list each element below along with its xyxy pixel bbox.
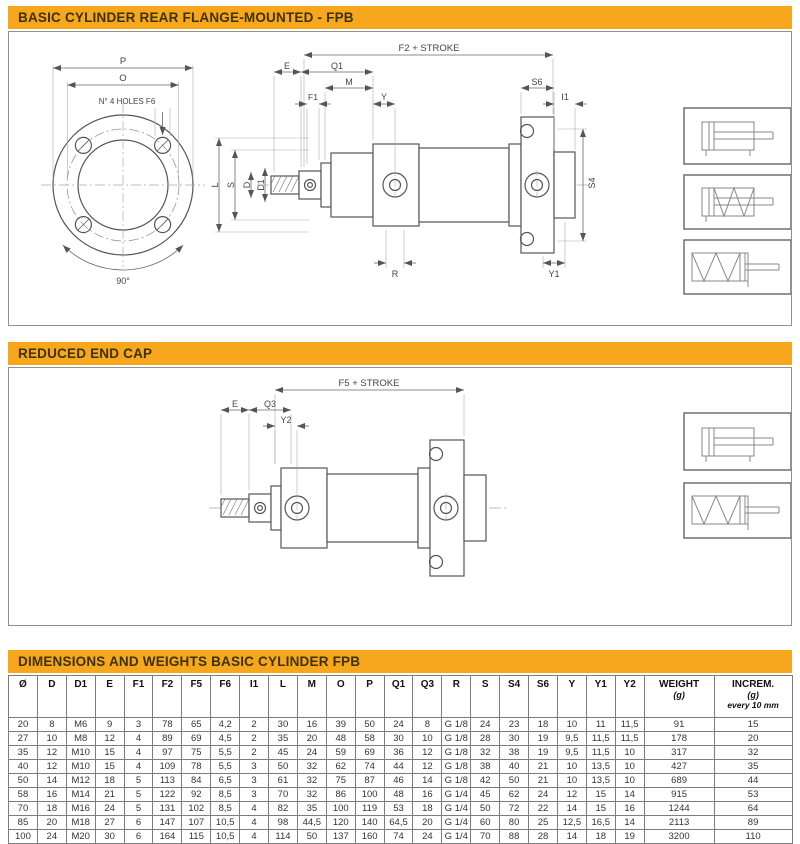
dimension-cell: M20 <box>66 830 95 844</box>
double-acting-cylinder-icon-2 <box>702 428 773 462</box>
dimension-cell: 45 <box>269 746 298 760</box>
dimension-cell: 11 <box>586 718 615 732</box>
column-header: D1 <box>66 676 95 718</box>
column-header: I1 <box>240 676 269 718</box>
column-header: E <box>95 676 124 718</box>
dimension-cell: 60 <box>471 816 500 830</box>
dimension-cell: 19 <box>529 732 558 746</box>
weight-cell: 427 <box>644 760 714 774</box>
table-row <box>9 788 793 802</box>
dimension-cell: 102 <box>182 802 211 816</box>
column-header: Y2 <box>615 676 644 718</box>
dimension-cell: 6 <box>124 816 153 830</box>
dimension-cell: 8 <box>37 718 66 732</box>
holes-note-label: N° 4 HOLES F6 <box>98 97 156 106</box>
column-header: Ø <box>9 676 38 718</box>
dimension-cell: 10,5 <box>211 830 240 844</box>
dimension-cell: 14 <box>615 788 644 802</box>
dimension-cell: 2 <box>240 718 269 732</box>
dimension-cell: 40 <box>9 760 38 774</box>
column-header: S <box>471 676 500 718</box>
column-header: M <box>297 676 326 718</box>
dimension-cell: 32 <box>297 774 326 788</box>
dimension-cell: 10 <box>615 746 644 760</box>
dimension-cell: M18 <box>66 816 95 830</box>
dimension-cell: 38 <box>500 746 529 760</box>
dimension-cell: 16 <box>615 802 644 816</box>
dimension-cell: 140 <box>355 816 384 830</box>
dimension-cell: G 1/8 <box>442 760 471 774</box>
dimension-cell: M8 <box>66 732 95 746</box>
dimension-cell: 12 <box>413 760 442 774</box>
dim-label-R: R <box>391 269 399 279</box>
dimension-cell: 15 <box>95 760 124 774</box>
dimension-cell: M10 <box>66 746 95 760</box>
column-header: F1 <box>124 676 153 718</box>
dimension-cell: 4 <box>240 802 269 816</box>
dimension-cell: 10,5 <box>211 816 240 830</box>
dimension-cell: 78 <box>182 760 211 774</box>
weight-cell: 1244 <box>644 802 714 816</box>
dimension-cell: 86 <box>326 788 355 802</box>
increment-cell: 89 <box>714 816 792 830</box>
dimension-cell: 9,5 <box>557 746 586 760</box>
dimension-cell: 20 <box>413 816 442 830</box>
dimension-cell: 42 <box>471 774 500 788</box>
dimension-cell: 78 <box>153 718 182 732</box>
dimension-cell: 88 <box>500 830 529 844</box>
dimension-cell: 16 <box>297 718 326 732</box>
dimension-cell: 50 <box>355 718 384 732</box>
dimension-cell: 4 <box>124 732 153 746</box>
increment-cell: 32 <box>714 746 792 760</box>
dimension-cell: 62 <box>326 760 355 774</box>
dimension-cell: G 1/8 <box>442 718 471 732</box>
dimension-cell: 11,5 <box>586 746 615 760</box>
dimension-cell: G 1/4 <box>442 788 471 802</box>
dimension-cell: 70 <box>9 802 38 816</box>
dimension-cell: 28 <box>471 732 500 746</box>
dimension-cell: 11,5 <box>615 718 644 732</box>
increment-cell: 15 <box>714 718 792 732</box>
table-header-row <box>9 676 793 718</box>
dimension-cell: 50 <box>9 774 38 788</box>
dimension-cell: 48 <box>326 732 355 746</box>
dim-label-L: L <box>210 182 220 188</box>
increment-cell: 44 <box>714 774 792 788</box>
spring-front-cylinder-icon-2 <box>692 496 779 530</box>
dimension-cell: 98 <box>269 816 298 830</box>
dimension-cell: 65 <box>182 718 211 732</box>
dimension-cell: 12,5 <box>557 816 586 830</box>
dimension-cell: 18 <box>529 718 558 732</box>
dimension-cell: 32 <box>297 788 326 802</box>
dimension-cell: G 1/8 <box>442 746 471 760</box>
dimension-cell: 18 <box>586 830 615 844</box>
dimension-cell: 15 <box>586 802 615 816</box>
section2-title-bar <box>8 342 792 365</box>
column-header: S4 <box>500 676 529 718</box>
dim-label-F1: F1 <box>308 92 318 102</box>
dimension-cell: G 1/4 <box>442 802 471 816</box>
dim-label-90deg: 90° <box>116 276 130 286</box>
weight-cell: 3200 <box>644 830 714 844</box>
dimension-cell: 28 <box>529 830 558 844</box>
table-row <box>9 746 793 760</box>
dimension-cell: 85 <box>9 816 38 830</box>
dimension-cell: 3 <box>240 788 269 802</box>
dimension-cell: 53 <box>384 802 413 816</box>
dimension-cell: 14 <box>413 774 442 788</box>
dimension-cell: 30 <box>500 732 529 746</box>
dimension-cell: 4 <box>124 760 153 774</box>
dimension-cell: 100 <box>355 788 384 802</box>
column-header-weight: WEIGHT (g) <box>644 676 714 718</box>
dimension-cell: 8,5 <box>211 802 240 816</box>
dimension-cell: 24 <box>37 830 66 844</box>
column-header: Q1 <box>384 676 413 718</box>
dimension-cell: 13,5 <box>586 774 615 788</box>
section1-title-bar <box>8 6 792 29</box>
dimension-cell: 2 <box>240 732 269 746</box>
dimension-cell: 160 <box>355 830 384 844</box>
dim-label-I1: I1 <box>561 92 569 102</box>
symbol-box-3 <box>684 240 791 294</box>
dimension-cell: 97 <box>153 746 182 760</box>
dimension-cell: 44,5 <box>297 816 326 830</box>
dimension-cell: 137 <box>326 830 355 844</box>
dimension-cell: 10 <box>557 774 586 788</box>
dimension-cell: 4 <box>240 830 269 844</box>
reduced-end-cap-drawing <box>9 368 791 620</box>
section2-title: REDUCED END CAP <box>18 346 153 361</box>
dimension-cell: 69 <box>182 732 211 746</box>
dim-label-Y: Y <box>380 92 388 102</box>
column-header: F6 <box>211 676 240 718</box>
dimension-cell: 61 <box>269 774 298 788</box>
dimension-cell: G 1/8 <box>442 732 471 746</box>
increment-cell: 20 <box>714 732 792 746</box>
weight-cell: 689 <box>644 774 714 788</box>
dimension-cell: 10 <box>615 774 644 788</box>
flange-front-view <box>41 103 205 267</box>
dimension-cell: 45 <box>471 788 500 802</box>
dimension-cell: 58 <box>355 732 384 746</box>
dimension-cell: 4 <box>240 816 269 830</box>
dimension-cell: 27 <box>9 732 38 746</box>
dimension-cell: 40 <box>500 760 529 774</box>
dimension-cell: 75 <box>326 774 355 788</box>
symbol-box-1 <box>684 108 791 164</box>
flange-dimensions <box>53 65 193 270</box>
dimension-cell: 5 <box>124 774 153 788</box>
dimension-cell: 10 <box>615 760 644 774</box>
dim-label-Q3: Q3 <box>263 399 277 409</box>
dimension-cell: 16,5 <box>586 816 615 830</box>
weight-cell: 915 <box>644 788 714 802</box>
dimension-cell: 48 <box>384 788 413 802</box>
dim-label-S6: S6 <box>531 77 543 87</box>
dimension-cell: 35 <box>9 746 38 760</box>
dimension-cell: M12 <box>66 774 95 788</box>
dimension-cell: 11,5 <box>586 732 615 746</box>
reduced-cap-side-view <box>209 440 509 576</box>
column-header-increment: INCREM. (g) every 10 mm <box>714 676 792 718</box>
dimension-cell: 24 <box>471 718 500 732</box>
dimension-cell: 14 <box>557 802 586 816</box>
dimension-cell: 100 <box>9 830 38 844</box>
dimension-cell: M16 <box>66 802 95 816</box>
dimension-cell: 147 <box>153 816 182 830</box>
dimension-cell: 74 <box>355 760 384 774</box>
dimension-cell: 9,5 <box>557 732 586 746</box>
section3-title-bar <box>8 650 792 673</box>
dimension-cell: 84 <box>182 774 211 788</box>
dimension-cell: 21 <box>529 774 558 788</box>
dimension-cell: 30 <box>384 732 413 746</box>
dimension-cell: 4,5 <box>211 732 240 746</box>
dimension-cell: 74 <box>384 830 413 844</box>
dimension-cell: 16 <box>413 788 442 802</box>
dimension-cell: 30 <box>95 830 124 844</box>
section3-title: DIMENSIONS AND WEIGHTS BASIC CYLINDER FPB <box>18 654 361 669</box>
dimension-cell: M14 <box>66 788 95 802</box>
dimension-cell: 6,5 <box>211 774 240 788</box>
table-row <box>9 718 793 732</box>
dimension-cell: 164 <box>153 830 182 844</box>
dimension-cell: 3 <box>124 718 153 732</box>
column-header: F2 <box>153 676 182 718</box>
column-header: S6 <box>529 676 558 718</box>
section2-drawing-panel <box>8 367 792 626</box>
column-header: Q3 <box>413 676 442 718</box>
dimension-cell: 70 <box>269 788 298 802</box>
table-row <box>9 732 793 746</box>
dimension-cell: 4,2 <box>211 718 240 732</box>
weight-cell: 178 <box>644 732 714 746</box>
dimension-cell: 18 <box>413 802 442 816</box>
dimension-cell: 70 <box>471 830 500 844</box>
dimension-cell: 27 <box>95 816 124 830</box>
double-acting-cylinder-icon <box>702 122 773 156</box>
dimension-cell: 59 <box>326 746 355 760</box>
dimension-cell: 12 <box>557 788 586 802</box>
column-header: L <box>269 676 298 718</box>
dimension-cell: 109 <box>153 760 182 774</box>
dimension-cell: 107 <box>182 816 211 830</box>
dimension-cell: 19 <box>615 830 644 844</box>
dimension-cell: 19 <box>529 746 558 760</box>
dimension-cell: 25 <box>529 816 558 830</box>
column-header: Y <box>557 676 586 718</box>
dim-label-D1: D1 <box>256 179 266 191</box>
dimension-cell: 113 <box>153 774 182 788</box>
dimension-cell: 50 <box>269 760 298 774</box>
increment-cell: 64 <box>714 802 792 816</box>
dimension-cell: 8 <box>413 718 442 732</box>
column-header: F5 <box>182 676 211 718</box>
dimension-cell: 20 <box>9 718 38 732</box>
dimension-cell: 24 <box>413 830 442 844</box>
dim-label-D: D <box>242 181 252 189</box>
dimension-cell: 64,5 <box>384 816 413 830</box>
dimension-cell: 12 <box>413 746 442 760</box>
dimension-cell: M10 <box>66 760 95 774</box>
table-row <box>9 816 793 830</box>
dimension-cell: 30 <box>269 718 298 732</box>
dimension-cell: 2 <box>240 746 269 760</box>
dimension-cell: 24 <box>384 718 413 732</box>
dimension-cell: 24 <box>95 802 124 816</box>
dimension-cell: 50 <box>471 802 500 816</box>
dimension-cell: 32 <box>297 760 326 774</box>
dimension-cell: 11,5 <box>615 732 644 746</box>
dimension-cell: 72 <box>500 802 529 816</box>
dimension-cell: 16 <box>37 788 66 802</box>
dimension-cell: G 1/8 <box>442 774 471 788</box>
dimension-cell: 5,5 <box>211 746 240 760</box>
dimension-cell: 24 <box>529 788 558 802</box>
spring-return-cylinder-icon <box>702 188 773 222</box>
dim-label-E2: E <box>231 399 239 409</box>
dimension-cell: G 1/4 <box>442 830 471 844</box>
dim-label-Y2: Y2 <box>280 415 292 425</box>
increment-cell: 35 <box>714 760 792 774</box>
dimension-cell: 5,5 <box>211 760 240 774</box>
dimension-cell: 20 <box>297 732 326 746</box>
dimension-cell: 100 <box>326 802 355 816</box>
dim-label-M: M <box>345 77 353 87</box>
dimension-cell: 9 <box>95 718 124 732</box>
dimension-cell: G 1/4 <box>442 816 471 830</box>
table-row <box>9 830 793 844</box>
dimension-cell: 122 <box>153 788 182 802</box>
dimension-cell: 50 <box>500 774 529 788</box>
dimension-cell: 12 <box>37 746 66 760</box>
symbol-box-4 <box>684 413 791 470</box>
dimension-cell: 6 <box>124 830 153 844</box>
dimension-cell: 23 <box>500 718 529 732</box>
column-header: R <box>442 676 471 718</box>
dim-label-Y1: Y1 <box>548 269 560 279</box>
dimension-cell: 10 <box>557 718 586 732</box>
increment-cell: 53 <box>714 788 792 802</box>
dimension-cell: 120 <box>326 816 355 830</box>
column-header: O <box>326 676 355 718</box>
flange-mounted-cylinder-drawing <box>9 32 791 320</box>
dimension-cell: 92 <box>182 788 211 802</box>
dimension-cell: 32 <box>471 746 500 760</box>
dimension-cell: 15 <box>95 746 124 760</box>
dimension-cell: 18 <box>37 802 66 816</box>
table-row <box>9 802 793 816</box>
dim-label-E: E <box>283 61 291 71</box>
column-header: D <box>37 676 66 718</box>
dimension-cell: M6 <box>66 718 95 732</box>
dimension-cell: 4 <box>124 746 153 760</box>
dimension-cell: 14 <box>615 816 644 830</box>
dimension-cell: 62 <box>500 788 529 802</box>
dimension-cell: 18 <box>95 774 124 788</box>
dimension-cell: 75 <box>182 746 211 760</box>
dimension-cell: 114 <box>269 830 298 844</box>
dim-label-O: O <box>119 73 127 84</box>
dimension-cell: 22 <box>529 802 558 816</box>
dimension-cell: 14 <box>37 774 66 788</box>
column-header: P <box>355 676 384 718</box>
symbol-box-2 <box>684 175 791 229</box>
dimension-cell: 39 <box>326 718 355 732</box>
dimensions-table <box>8 675 793 844</box>
dimension-cell: 24 <box>297 746 326 760</box>
dimension-cell: 5 <box>124 788 153 802</box>
dimension-cell: 36 <box>384 746 413 760</box>
increment-cell: 110 <box>714 830 792 844</box>
spring-front-cylinder-icon <box>692 253 779 287</box>
dimension-cell: 58 <box>9 788 38 802</box>
dimension-cell: 35 <box>297 802 326 816</box>
dim-label-F2-stroke: F2 + STROKE <box>398 43 460 54</box>
dimension-cell: 131 <box>153 802 182 816</box>
symbol-box-5 <box>684 483 791 538</box>
dimension-cell: 20 <box>37 816 66 830</box>
dimension-cell: 115 <box>182 830 211 844</box>
dimension-cell: 119 <box>355 802 384 816</box>
dimension-cell: 82 <box>269 802 298 816</box>
section1-drawing-panel <box>8 31 792 326</box>
dimension-cell: 46 <box>384 774 413 788</box>
dim-label-P: P <box>119 56 127 67</box>
dim-label-S: S <box>226 181 236 189</box>
dimension-cell: 13,5 <box>586 760 615 774</box>
dimension-cell: 10 <box>37 732 66 746</box>
dimension-cell: 10 <box>413 732 442 746</box>
dimension-cell: 21 <box>95 788 124 802</box>
section1-title: BASIC CYLINDER REAR FLANGE-MOUNTED - FPB <box>18 10 354 25</box>
dimension-cell: 21 <box>529 760 558 774</box>
dim-label-F5-stroke: F5 + STROKE <box>338 378 400 389</box>
dimension-cell: 15 <box>586 788 615 802</box>
dimension-cell: 12 <box>95 732 124 746</box>
dimension-cell: 14 <box>557 830 586 844</box>
column-header: Y1 <box>586 676 615 718</box>
dim-label-Q1: Q1 <box>330 61 344 71</box>
table-row <box>9 774 793 788</box>
dimension-cell: 10 <box>557 760 586 774</box>
dimension-cell: 44 <box>384 760 413 774</box>
dimension-cell: 5 <box>124 802 153 816</box>
dimension-cell: 3 <box>240 774 269 788</box>
dimension-cell: 89 <box>153 732 182 746</box>
dimension-cell: 3 <box>240 760 269 774</box>
dim-label-S4: S4 <box>587 177 597 189</box>
dimension-cell: 80 <box>500 816 529 830</box>
dimension-cell: 12 <box>37 760 66 774</box>
dimension-cell: 50 <box>297 830 326 844</box>
dimension-cell: 35 <box>269 732 298 746</box>
weight-cell: 91 <box>644 718 714 732</box>
dimension-cell: 38 <box>471 760 500 774</box>
dimension-cell: 69 <box>355 746 384 760</box>
weight-cell: 2113 <box>644 816 714 830</box>
weight-cell: 317 <box>644 746 714 760</box>
dimension-cell: 8,5 <box>211 788 240 802</box>
dimension-cell: 87 <box>355 774 384 788</box>
table-row <box>9 760 793 774</box>
